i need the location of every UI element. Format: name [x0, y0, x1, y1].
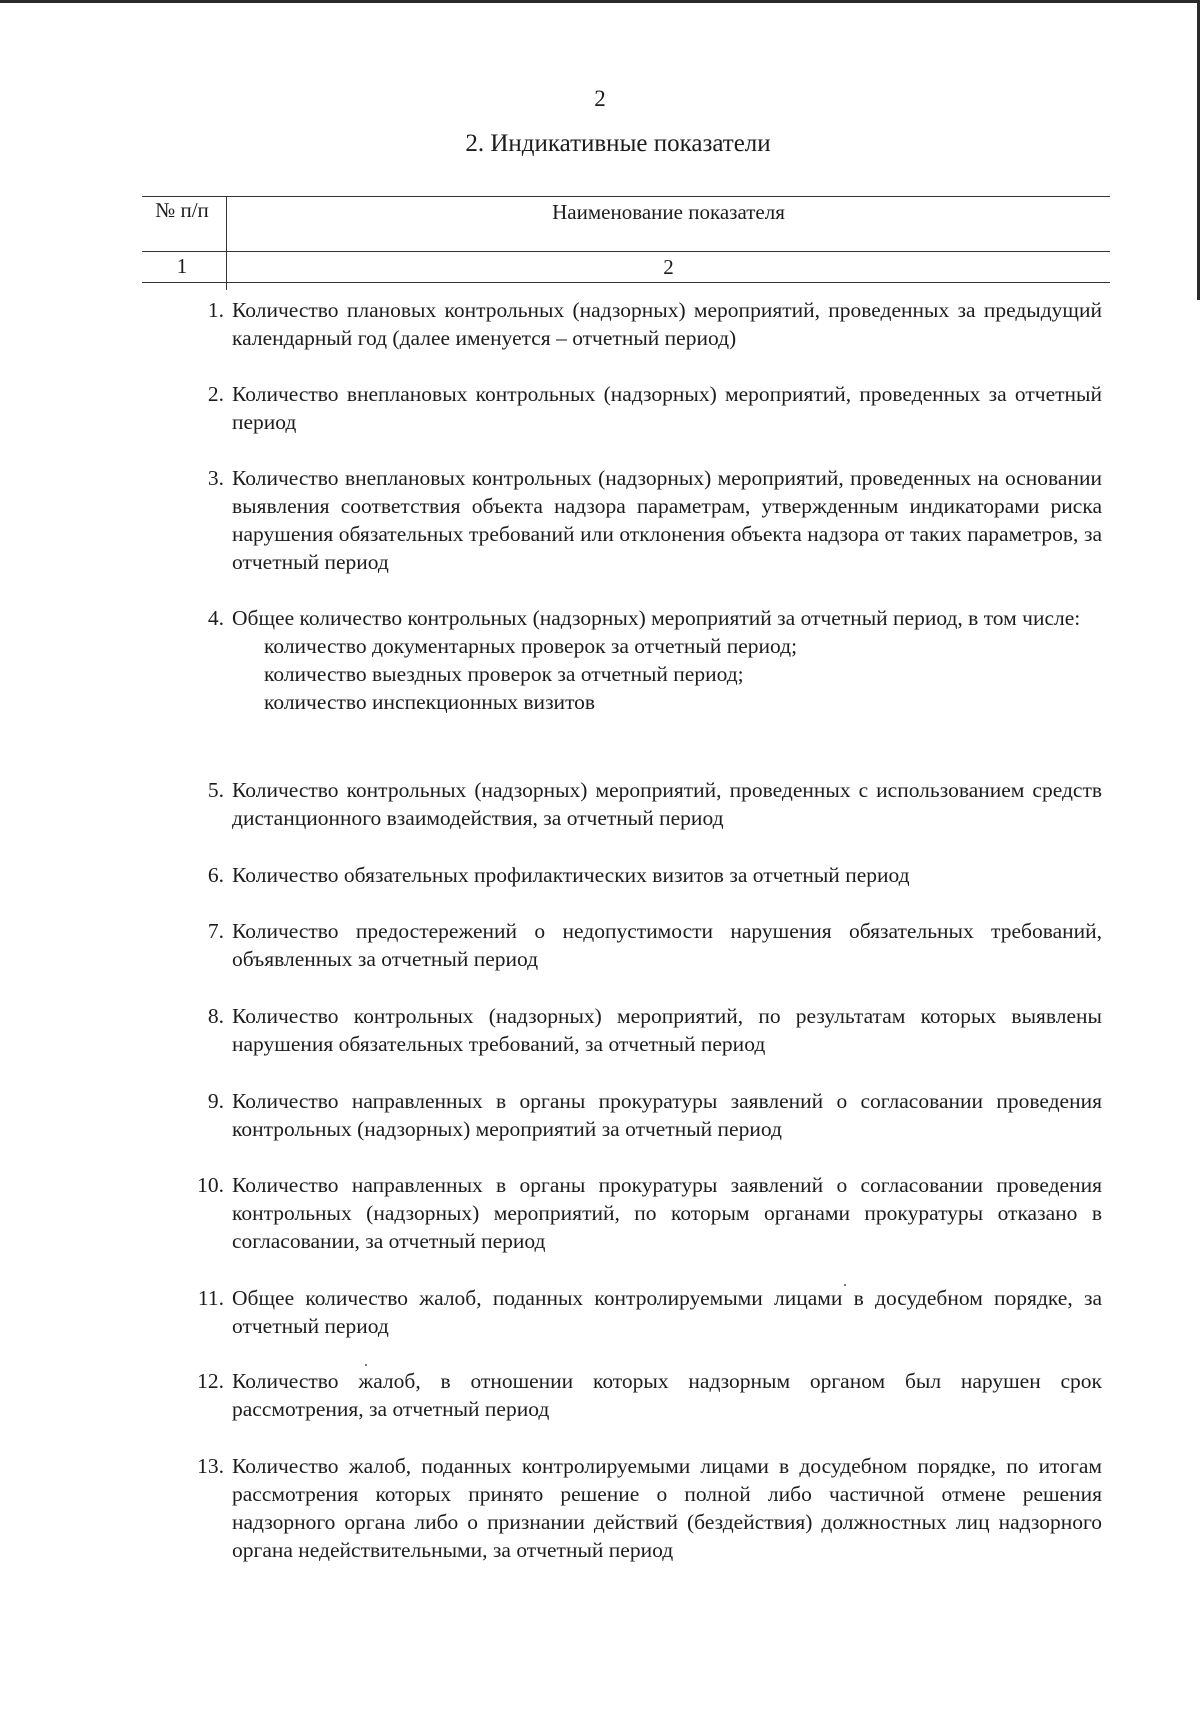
scan-border-top	[0, 0, 1200, 3]
item-text: Количество внеплановых контрольных (надзорных) мероприятий, проведенных за отчетный период	[232, 382, 1102, 434]
item-text-main: Общее количество контрольных (надзорных) мероприятий за отчетный период, в том числе:	[232, 606, 1081, 630]
column-index-2: 2	[663, 255, 674, 279]
item-number: 4.	[207, 606, 224, 630]
item-number: 11.	[197, 1286, 224, 1310]
item-text: Количество предостережений о недопустимости нарушения обязательных требований, объявленных за отчетный период	[232, 919, 1102, 971]
item-number: 10.	[197, 1173, 224, 1197]
sub-item: количество документарных проверок за отчетный период;	[264, 634, 798, 658]
item-text: Количество внеплановых контрольных (надзорных) мероприятий, проведенных на основании выявления соответствия объекта надзора параметрам, утвержденным индикаторами риска нарушения обязательных требований или отклонения объекта надзора от таких параметров, за отчетный период	[232, 466, 1102, 574]
item-number: 2.	[207, 382, 224, 406]
page-title: 2. Индикативные показатели	[465, 130, 771, 157]
page-number: 2	[594, 86, 606, 111]
item-number: 8.	[207, 1004, 224, 1028]
item-text: Количество контрольных (надзорных) мероприятий, по результатам которых выявлены нарушения обязательных требований, за отчетный период	[232, 1004, 1102, 1056]
item-number: 5.	[207, 778, 224, 802]
sub-item: количество инспекционных визитов	[264, 690, 596, 714]
column-header-name: Наименование показателя	[552, 200, 785, 224]
item-number: 7.	[207, 919, 224, 943]
item-text: Количество контрольных (надзорных) мероприятий, проведенных с использованием средств дистанционного взаимодействия, за отчетный период	[232, 778, 1102, 830]
item-text: Количество плановых контрольных (надзорных) мероприятий, проведенных за предыдущий календарный год (далее именуется – отчетный период)	[232, 298, 1102, 350]
scan-speck	[365, 1364, 367, 1366]
item-number: 1.	[207, 298, 224, 322]
item-text	[232, 604, 1102, 716]
column-header-number: № п/п	[155, 198, 209, 222]
sub-item: количество выездных проверок за отчетный период;	[264, 662, 744, 686]
item-text: Количество жалоб, поданных контролируемыми лицами в досудебном порядке, по итогам рассмотрения которых принято решение о полной либо частичной отмене решения надзорного органа либо о признании действий (бездействия) должностных лиц надзорного органа недействительными, за отчетный период	[232, 1454, 1102, 1562]
item-text: Количество жалоб, в отношении которых надзорным органом был нарушен срок рассмотрения, за отчетный период	[232, 1369, 1102, 1421]
table-bottom-rule	[142, 282, 1110, 283]
item-number: 12.	[197, 1369, 224, 1393]
item-number: 6.	[207, 863, 224, 887]
item-text: Количество направленных в органы прокуратуры заявлений о согласовании проведения контрольных (надзорных) мероприятий за отчетный период	[232, 1089, 1102, 1141]
table-top-rule	[142, 196, 1110, 197]
scan-speck	[844, 1284, 846, 1286]
item-number: 3.	[207, 466, 224, 490]
column-index-1: 1	[176, 254, 188, 278]
item-text: Количество обязательных профилактических визитов за отчетный период	[232, 863, 910, 887]
item-number: 9.	[207, 1089, 224, 1113]
item-text: Общее количество жалоб, поданных контролируемыми лицами в досудебном порядке, за отчетный период	[232, 1286, 1102, 1338]
item-text: Количество направленных в органы прокуратуры заявлений о согласовании проведения контрольных (надзорных) мероприятий, по которым органами прокуратуры отказано в согласовании, за отчетный период	[232, 1173, 1102, 1253]
table-middle-rule	[142, 251, 1110, 252]
item-number: 13.	[197, 1454, 224, 1478]
